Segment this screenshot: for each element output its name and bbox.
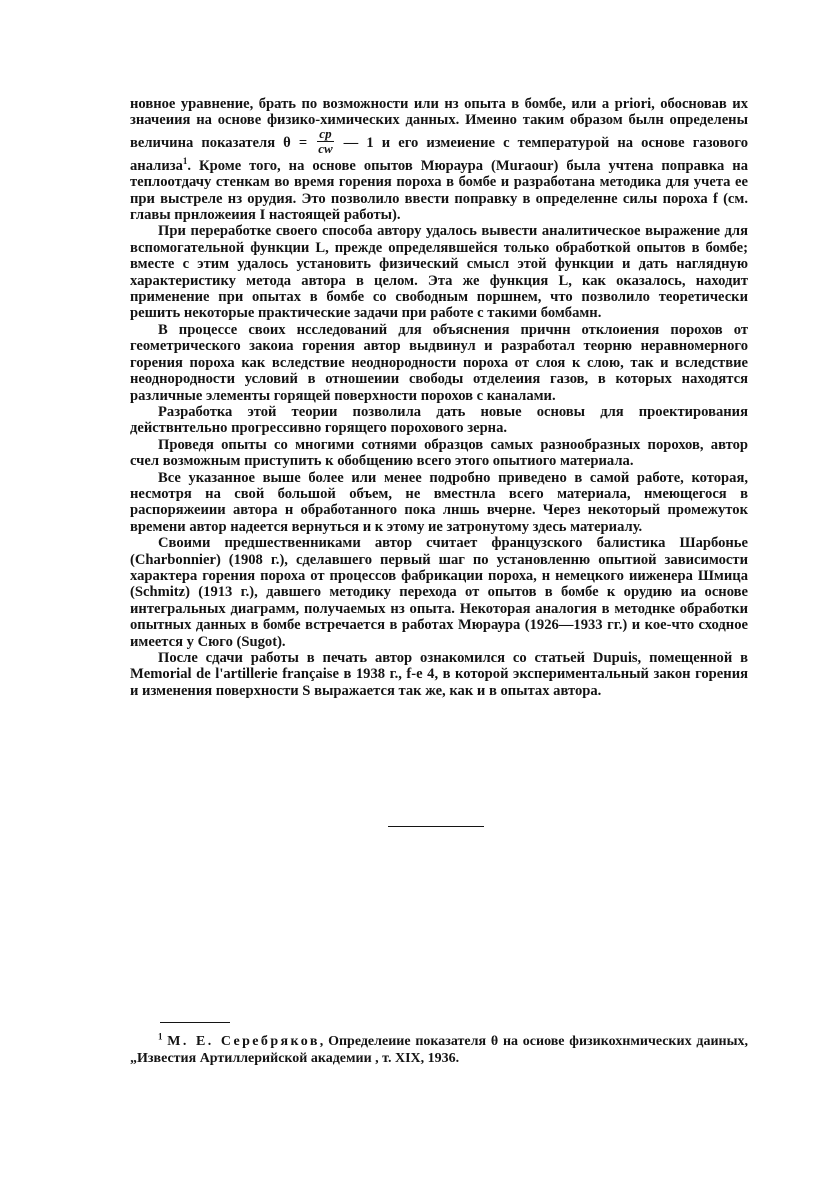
body-text (130, 96, 748, 699)
footnote-text (130, 1033, 748, 1067)
footnote-rule (160, 1022, 230, 1023)
paragraph-4: Разработка этой теории позволила дать новые основы для проектирования действнтельно прогрессивно горящего порохового зерна. (130, 403, 748, 437)
paragraph-8: После сдачи работы в печать автор ознакомился со статьей Dupuis, помещенной в Memorial de l'artillerie française в 1938 г., f-e 4, в которой экспериментальный закон горения и изменения поверхности S выражается так же, как и в опытах автора. (130, 650, 748, 699)
formula-numerator: cp (319, 125, 332, 141)
theta-formula (317, 127, 333, 156)
paragraph-2: При переработке своего способа автору удалось вывести аналитическое выражение для вспомогательной функции L, прежде определявшейся только обработкой опытов в бомбе; вместе с этим удалось установить физический смысл этой функции и дать наглядную характеристику метода автора в целом. Эта же функция L, как оказалось, находит применение при опытах в бомбе со свободным поршнем, что позволило теоретически решить некоторые практические задачи при работе с такими бомбамн. (130, 223, 748, 322)
paragraph-3: В процессе своих нсследований для объяснения причнн отклоиения порохов от геометрического закоиа горения автор выдвинул и разработал теорню неравномерного горения пороха как вследствие неоднородности пороха от слоя к слою, так и вследствие неоднородности условий в отношеиии свободы отделеиия газов, в которых находятся различные элементы горящей поверхности порохов с каналами. (130, 321, 748, 404)
paragraph-1-part-a: новное уравнение, брать по возможности или нз опыта в бомбе, или a priori, обосновав их значеиия на основе физико-химических данных. Имеино таким образом былн определены величина показателя θ = (130, 96, 748, 151)
paragraph-1-part-c: . Кроме того, на основе опытов Мюраура (Muraour) была учтена поправка на теплоотдачу стенкам во время горения пороха в бомбе и разработана методика для учета ее при выстреле нз орудия. Это позволило ввести поправку в определенне силы пороха f (см. главы прнложеиия I настоящей работы). (130, 157, 748, 224)
paragraph-1 (130, 96, 748, 223)
formula-denominator: cw (318, 140, 333, 156)
paragraph-5: Проведя опыты со многими сотнями образцов самых разнообразных порохов, автор счел возможным приступить к обобщению всего этого опытиого материала. (130, 436, 748, 470)
paragraph-7: Своими предшественниками автор считает французского балистика Шарбонье (Charbonnier) (1908 г.), сделавшего первый шаг по установленню опытиой зависимости характера горения пороха от процессов фабрикации пороха, н немецкого ииженера Шмица (Schmitz) (1913 г.), давшего методику перехода от опытов в бомбе к орудию иа основе интегральных диаграмм, получаемых нз опыта. Некоторая аналогия в методнке обработки опытных данных в бомбе встречается в работах Мюраура (1926—1933 гг.) и кое-что сходное имеется у Сюго (Sugot). (130, 535, 748, 650)
section-separator (388, 826, 484, 827)
paragraph-1-part-b: — 1 и его измеиение с температурой на основе газового анализа (130, 134, 748, 174)
footnote (130, 1033, 748, 1067)
paragraph-6: Все указанное выше более или менее подробно приведено в самой работе, которая, несмотря на свой большой объем, не вместнла всего материала, нмеющегося в распоряжеиии автора н обработанного пока лншь вчерне. Через некоторый промежуток времени автор надеется вернуться и к этому ие затронутому здесь материалу. (130, 469, 748, 535)
footnote-citation: , Определеиие показателя θ на осиове физикохнмических даиных, „Известия Артиллерийской академии , т. XIX, 1936. (130, 1034, 749, 1066)
footnote-reference: 1 (182, 155, 188, 166)
footnote-mark: 1 (158, 1031, 163, 1042)
footnote-author: М. Е. Серебряков (167, 1034, 320, 1049)
